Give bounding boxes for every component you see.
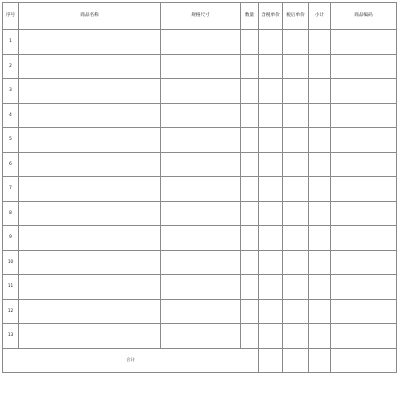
cell-quantity[interactable] [241,250,259,275]
cell-unit-price[interactable] [259,103,283,128]
cell-after-tax-price[interactable] [283,103,309,128]
cell-spec[interactable] [161,299,241,324]
cell-after-tax-price[interactable] [283,201,309,226]
cell-spec[interactable] [161,79,241,104]
cell-product-name[interactable] [19,79,161,104]
cell-unit-price[interactable] [259,54,283,79]
cell-quantity[interactable] [241,128,259,153]
header-after-tax-price[interactable]: 税后单价 [283,3,309,30]
header-unit-price[interactable]: 含税单价 [259,3,283,30]
table-row [3,201,397,226]
header-product-name[interactable]: 商品名称 [19,3,161,30]
cell-spec[interactable] [161,177,241,202]
cell-unit-price[interactable] [259,177,283,202]
cell-product-name[interactable] [19,177,161,202]
cell-subtotal[interactable] [309,299,331,324]
table-row [3,103,397,128]
cell-quantity[interactable] [241,226,259,251]
table-row [3,54,397,79]
header-subtotal[interactable]: 小计 [309,3,331,30]
cell-product-code[interactable] [331,54,397,79]
header-row [3,3,397,30]
cell-quantity[interactable] [241,54,259,79]
cell-index[interactable]: 2 [3,54,19,79]
cell-spec[interactable] [161,324,241,349]
cell-subtotal[interactable] [309,275,331,300]
cell-quantity[interactable] [241,177,259,202]
total-subtotal-empty[interactable] [309,348,331,372]
cell-product-code[interactable] [331,324,397,349]
cell-subtotal[interactable] [309,324,331,349]
cell-after-tax-price[interactable] [283,79,309,104]
cell-spec[interactable] [161,275,241,300]
table-row [3,177,397,202]
cell-subtotal[interactable] [309,79,331,104]
header-index[interactable]: 序号 [3,3,19,30]
cell-quantity[interactable] [241,201,259,226]
cell-product-name[interactable] [19,103,161,128]
cell-unit-price[interactable] [259,226,283,251]
header-quantity[interactable]: 数量 [241,3,259,30]
cell-product-code[interactable] [331,250,397,275]
cell-spec[interactable] [161,226,241,251]
cell-product-name[interactable] [19,324,161,349]
cell-after-tax-price[interactable] [283,275,309,300]
total-label: 合计 [3,348,259,372]
cell-product-code[interactable] [331,177,397,202]
total-row [3,348,397,372]
cell-product-name[interactable] [19,30,161,55]
cell-subtotal[interactable] [309,152,331,177]
cell-quantity[interactable] [241,103,259,128]
cell-product-name[interactable] [19,299,161,324]
cell-product-name[interactable] [19,54,161,79]
cell-index[interactable]: 11 [3,275,19,300]
cell-product-name[interactable] [19,275,161,300]
table-row [3,299,397,324]
cell-after-tax-price[interactable] [283,299,309,324]
cell-spec[interactable] [161,128,241,153]
cell-subtotal[interactable] [309,177,331,202]
cell-unit-price[interactable] [259,299,283,324]
table-row [3,324,397,349]
cell-product-name[interactable] [19,128,161,153]
cell-after-tax-price[interactable] [283,250,309,275]
cell-subtotal[interactable] [309,201,331,226]
cell-unit-price[interactable] [259,275,283,300]
cell-product-name[interactable] [19,250,161,275]
cell-index[interactable]: 7 [3,177,19,202]
cell-spec[interactable] [161,201,241,226]
cell-product-code[interactable] [331,128,397,153]
cell-spec[interactable] [161,54,241,79]
cell-after-tax-price[interactable] [283,30,309,55]
cell-subtotal[interactable] [309,30,331,55]
cell-unit-price[interactable] [259,79,283,104]
cell-after-tax-price[interactable] [283,177,309,202]
cell-index[interactable]: 4 [3,103,19,128]
cell-after-tax-price[interactable] [283,152,309,177]
total-code-empty[interactable] [331,348,397,372]
table-row [3,226,397,251]
cell-product-code[interactable] [331,103,397,128]
table-row [3,152,397,177]
cell-product-code[interactable] [331,299,397,324]
cell-subtotal[interactable] [309,54,331,79]
cell-quantity[interactable] [241,30,259,55]
cell-product-code[interactable] [331,79,397,104]
cell-after-tax-price[interactable] [283,324,309,349]
spreadsheet [2,2,396,373]
total-unit-price[interactable] [259,348,283,372]
cell-quantity[interactable] [241,324,259,349]
cell-subtotal[interactable] [309,103,331,128]
cell-product-name[interactable] [19,152,161,177]
cell-unit-price[interactable] [259,250,283,275]
cell-index[interactable]: 9 [3,226,19,251]
cell-product-code[interactable] [331,152,397,177]
cell-spec[interactable] [161,250,241,275]
cell-subtotal[interactable] [309,250,331,275]
cell-after-tax-price[interactable] [283,54,309,79]
cell-index[interactable]: 13 [3,324,19,349]
cell-index[interactable]: 12 [3,299,19,324]
cell-spec[interactable] [161,103,241,128]
cell-subtotal[interactable] [309,128,331,153]
total-after-tax-price[interactable] [283,348,309,372]
cell-subtotal[interactable] [309,226,331,251]
cell-unit-price[interactable] [259,30,283,55]
cell-after-tax-price[interactable] [283,226,309,251]
header-spec[interactable]: 规格尺寸 [161,3,241,30]
header-product-code[interactable]: 商品编码 [331,3,397,30]
cell-index[interactable]: 10 [3,250,19,275]
cell-spec[interactable] [161,30,241,55]
cell-unit-price[interactable] [259,128,283,153]
cell-quantity[interactable] [241,79,259,104]
table-row [3,275,397,300]
cell-index[interactable]: 5 [3,128,19,153]
cell-index[interactable]: 8 [3,201,19,226]
cell-product-code[interactable] [331,30,397,55]
table-row [3,79,397,104]
cell-after-tax-price[interactable] [283,128,309,153]
cell-quantity[interactable] [241,299,259,324]
cell-product-code[interactable] [331,226,397,251]
table-row [3,128,397,153]
cell-product-code[interactable] [331,275,397,300]
product-table [2,2,397,373]
cell-quantity[interactable] [241,275,259,300]
table-row [3,250,397,275]
cell-spec[interactable] [161,152,241,177]
cell-unit-price[interactable] [259,324,283,349]
cell-product-code[interactable] [331,201,397,226]
cell-index[interactable]: 3 [3,79,19,104]
cell-product-name[interactable] [19,201,161,226]
table-row [3,30,397,55]
cell-unit-price[interactable] [259,152,283,177]
cell-product-name[interactable] [19,226,161,251]
cell-unit-price[interactable] [259,201,283,226]
cell-quantity[interactable] [241,152,259,177]
cell-index[interactable]: 6 [3,152,19,177]
cell-index[interactable]: 1 [3,30,19,55]
